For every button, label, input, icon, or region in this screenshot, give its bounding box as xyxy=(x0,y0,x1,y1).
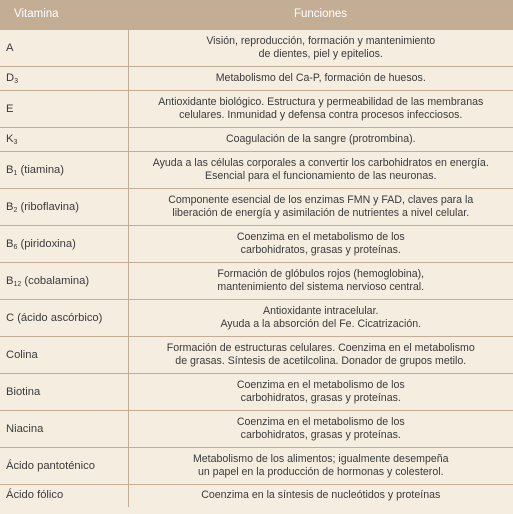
function-text-line: Esencial para el funcionamiento de las neuronas. xyxy=(205,170,437,182)
function-text-line: celulares. Inmunidad y defensa contra procesos infecciosos. xyxy=(179,109,463,121)
function-cell xyxy=(128,128,513,152)
vitamin-name: Ácido pantoténico xyxy=(6,459,95,472)
vitamin-name-cell xyxy=(0,300,128,337)
vitamin-name-cell xyxy=(0,30,128,67)
vitamin-name-cell xyxy=(0,91,128,128)
function-cell xyxy=(128,448,513,485)
function-cell xyxy=(128,411,513,448)
table-row xyxy=(0,263,513,300)
function-cell xyxy=(128,30,513,67)
table-row xyxy=(0,300,513,337)
vitamin-name-cell xyxy=(0,337,128,374)
function-text-line: de grasas. Síntesis de acetilcolina. Donador de grupos metilo. xyxy=(175,355,467,367)
table-row xyxy=(0,30,513,67)
function-text-line: Coenzima en el metabolismo de los xyxy=(236,231,405,244)
function-cell xyxy=(128,485,513,507)
vitamin-name-cell xyxy=(0,374,128,411)
vitamin-name-cell xyxy=(0,128,128,152)
function-cell xyxy=(128,300,513,337)
vitamin-common-name: (tiamina) xyxy=(17,163,64,176)
function-cell xyxy=(128,337,513,374)
vitamin-common-name: (cobalamina) xyxy=(21,274,90,287)
table-row xyxy=(0,485,513,507)
vitamin-name: B xyxy=(6,163,14,176)
vitamin-name: E xyxy=(6,102,14,115)
vitamin-name-cell xyxy=(0,485,128,507)
table-row xyxy=(0,91,513,128)
function-text-line: mantenimiento del sistema nervioso central. xyxy=(217,281,425,293)
function-text-line: Ayuda a la absorción del Fe. Cicatrización. xyxy=(220,318,422,330)
table-row xyxy=(0,152,513,189)
table-row xyxy=(0,128,513,152)
function-cell xyxy=(128,189,513,226)
vitamin-common-name: (riboflavina) xyxy=(17,200,79,213)
table-row xyxy=(0,189,513,226)
vitamin-name-cell xyxy=(0,448,128,485)
vitamin-subscript: 6 xyxy=(13,243,18,251)
header-functions: Funciones xyxy=(128,0,513,30)
vitamin-subscript: 12 xyxy=(13,280,22,288)
vitamin-subscript: 2 xyxy=(13,206,18,214)
function-cell xyxy=(128,152,513,189)
function-text-line: Antioxidante biológico. Estructura y permeabilidad de las membranas xyxy=(158,96,484,109)
function-text-line: Componente esencial de los enzimas FMN y FAD, claves para la xyxy=(168,194,474,207)
function-cell xyxy=(128,374,513,411)
vitamin-name: K xyxy=(6,133,14,146)
function-text-line: Metabolismo de los alimentos; igualmente desempeña xyxy=(192,453,449,466)
vitamin-name: B xyxy=(6,274,14,287)
function-text-line: liberación de energía y asimilación de nutrientes a nivel celular. xyxy=(172,207,470,219)
header-vitamin: Vitamina xyxy=(0,0,128,30)
table-header-row xyxy=(0,0,513,30)
vitamin-name: C (ácido ascórbico) xyxy=(6,311,103,324)
vitamin-name: Ácido fólico xyxy=(6,489,64,502)
function-text-line: Metabolismo del Ca-P, formación de huesos. xyxy=(215,72,426,85)
table-row xyxy=(0,226,513,263)
vitamin-name: A xyxy=(6,41,14,54)
vitamin-subscript: 3 xyxy=(13,139,18,147)
function-cell xyxy=(128,91,513,128)
function-text-line: carbohidratos, grasas y proteínas. xyxy=(240,429,401,441)
function-cell xyxy=(128,226,513,263)
function-text-line: Formación de glóbulos rojos (hemoglobina), xyxy=(217,268,425,281)
vitamin-name-cell xyxy=(0,189,128,226)
function-text-line: Antioxidante intracelular. xyxy=(263,305,379,318)
vitamin-name-cell xyxy=(0,152,128,189)
vitamin-name: D xyxy=(6,72,15,85)
vitamin-name: B xyxy=(6,237,14,250)
vitamin-name-cell xyxy=(0,411,128,448)
function-text-line: de dientes, piel y epitelios. xyxy=(258,48,383,60)
vitamin-name: Niacina xyxy=(6,422,44,435)
vitamin-name: Colina xyxy=(6,348,38,361)
function-text-line: Coenzima en el metabolismo de los xyxy=(236,379,405,392)
table-row xyxy=(0,337,513,374)
vitamin-name-cell xyxy=(0,67,128,91)
function-text-line: Coagulación de la sangre (protrombina). xyxy=(225,133,416,146)
vitamin-name-cell xyxy=(0,263,128,300)
function-text-line: Coenzima en el metabolismo de los xyxy=(236,416,405,429)
function-cell xyxy=(128,263,513,300)
function-text-line: Formación de estructuras celulares. Coenzima en el metabolismo xyxy=(166,342,475,355)
vitamin-subscript: 1 xyxy=(13,169,18,177)
table-row xyxy=(0,374,513,411)
table-row xyxy=(0,448,513,485)
vitamin-name-cell xyxy=(0,226,128,263)
table-body xyxy=(0,30,513,507)
vitamin-name: B xyxy=(6,200,14,213)
function-text-line: carbohidratos, grasas y proteínas. xyxy=(240,244,401,256)
table-row xyxy=(0,67,513,91)
vitamin-name: Biotina xyxy=(6,385,41,398)
function-text-line: un papel en la producción de hormonas y colesterol. xyxy=(197,466,444,478)
function-text-line: Visión, reproducción, formación y mantenimiento xyxy=(206,35,436,48)
vitamin-subscript: 3 xyxy=(14,78,18,86)
function-text-line: Coenzima en la síntesis de nucleótidos y proteínas xyxy=(201,489,441,502)
function-text-line: Ayuda a las células corporales a convertir los carbohidratos en energía. xyxy=(152,157,489,170)
function-cell xyxy=(128,67,513,91)
vitamin-common-name: (piridoxina) xyxy=(17,237,76,250)
table-row xyxy=(0,411,513,448)
function-text-line: carbohidratos, grasas y proteínas. xyxy=(240,392,401,404)
